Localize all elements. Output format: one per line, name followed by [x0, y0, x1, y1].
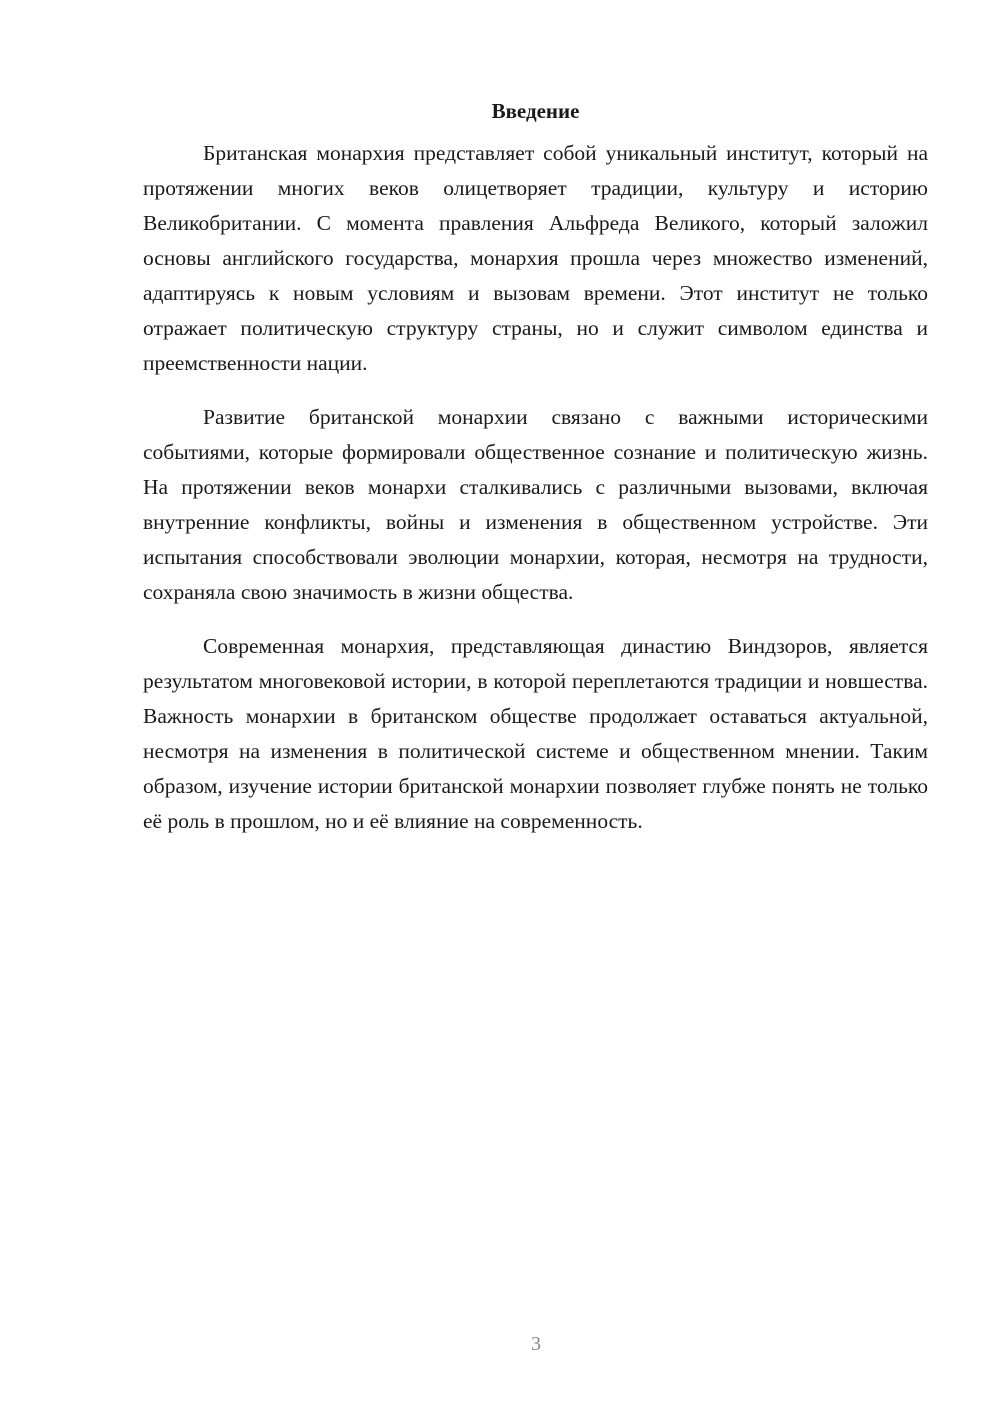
paragraph-2: Развитие британской монархии связано с важными историческими событиями, которые формировали общественное сознание и политическую жизнь. На протяжении веков монархи сталкивались с различными вызовами, включая внутренние конфликты, войны и изменения в общественном устройстве. Эти испытания способствовали эволюции монархии, которая, несмотря на трудности, сохраняла свою значимость в жизни общества.: [143, 405, 928, 604]
paragraph-3: Современная монархия, представляющая династию Виндзоров, является результатом многовековой истории, в которой переплетаются традиции и новшества. Важность монархии в британском обществе продолжает оставаться актуальной, несмотря на изменения в политической системе и общественном мнении. Таким образом, изучение истории британской монархии позволяет глубже понять не только её роль в прошлом, но и её влияние на современность.: [143, 634, 928, 833]
page-number: 3: [531, 1333, 541, 1355]
page-content: [143, 96, 928, 839]
section-heading: Введение: [491, 99, 580, 123]
paragraph-1: Британская монархия представляет собой уникальный институт, который на протяжении многих веков олицетворяет традиции, культуру и историю Великобритании. С момента правления Альфреда Великого, который заложил основы английского государства, монархия прошла через множество изменений, адаптируясь к новым условиям и вызовам времени. Этот институт не только отражает политическую структуру страны, но и служит символом единства и преемственности нации.: [143, 141, 928, 375]
